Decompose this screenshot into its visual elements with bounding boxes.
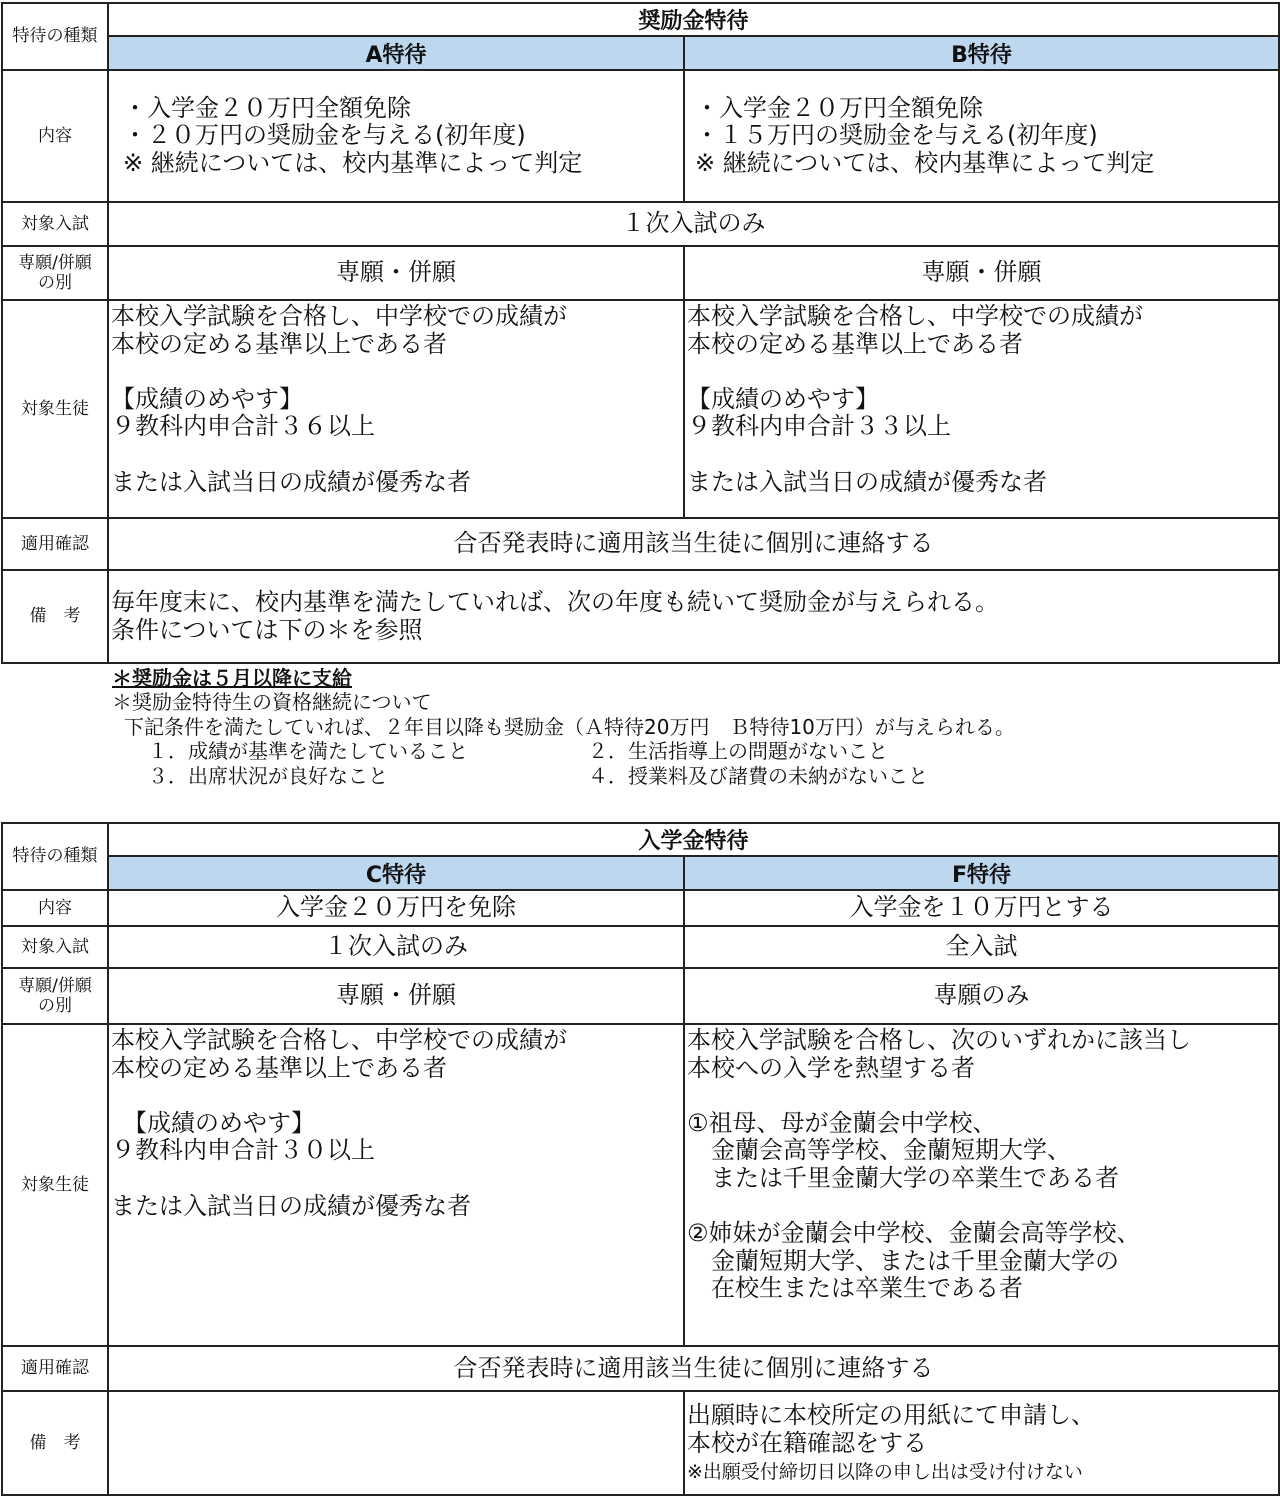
student-a: 本校入学試験を合格し、中学校での成績が 本校の定める基準以上である者 【成績のめやす】 ９教科内申合計３６以上 または入試当日の成績が優秀な者 xyxy=(108,300,684,518)
apply-label: 専願/併願 の別 xyxy=(2,968,108,1024)
apply-c: 専願・併願 xyxy=(108,968,684,1024)
condition-4: ４．授業料及び諸費の未納がないこと xyxy=(588,763,928,788)
content-f: 入学金を１０万円とする xyxy=(684,890,1279,926)
table-title: 入学金特待 xyxy=(108,823,1279,856)
note-payment: ＊奨励金は５月以降に支給 xyxy=(112,666,352,690)
note-continuation: ＊奨励金特待生の資格継続について xyxy=(112,690,432,715)
remark-f-note: ※出願受付締切日以降の申し出は受け付けない xyxy=(687,1461,1083,1484)
column-a-header: A特待 xyxy=(108,36,684,70)
apply-b: 専願・併願 xyxy=(684,246,1279,300)
confirm-value: 合否発表時に適用該当生徒に個別に連絡する xyxy=(108,518,1279,570)
remark-value: 毎年度末に、校内基準を満たしていれば、次の年度も続いて奨励金が与えられる。 条件については下の＊を参照 xyxy=(108,570,1279,663)
remark-c xyxy=(108,1391,684,1495)
type-label: 特待の種類 xyxy=(2,823,108,890)
condition-1: １．成績が基準を満たしていること xyxy=(148,739,468,764)
student-c: 本校入学試験を合格し、中学校での成績が 本校の定める基準以上である者 【成績のめやす】 ９教科内申合計３０以上 または入試当日の成績が優秀な者 xyxy=(108,1024,684,1346)
column-b-header: B特待 xyxy=(684,36,1279,70)
confirm-label: 適用確認 xyxy=(2,518,108,570)
confirm-value: 合否発表時に適用該当生徒に個別に連絡する xyxy=(108,1346,1279,1391)
exam-value: １次入試のみ xyxy=(108,202,1279,246)
student-label: 対象生徒 xyxy=(2,300,108,518)
remark-label: 備 考 xyxy=(2,1391,108,1495)
content-label: 内容 xyxy=(2,70,108,202)
content-label: 内容 xyxy=(2,890,108,926)
student-f: 本校入学試験を合格し、次のいずれかに該当し 本校への入学を熱望する者 ①祖母、母が金蘭会中学校、 金蘭会高等学校、金蘭短期大学、 または千里金蘭大学の卒業生である者 ②姉妹が金蘭会中学校、金蘭会高等学校、 金蘭短期大学、または千里金蘭大学の 在校生または卒業生である者 xyxy=(684,1024,1279,1346)
content-b: ・入学金２０万円全額免除 ・１５万円の奨励金を与える(初年度) ※ 継続については、校内基準によって判定 xyxy=(684,70,1279,202)
content-a: ・入学金２０万円全額免除 ・２０万円の奨励金を与える(初年度) ※ 継続については、校内基準によって判定 xyxy=(108,70,684,202)
exam-c: １次入試のみ xyxy=(108,926,684,968)
condition-list xyxy=(112,739,1272,788)
exam-f: 全入試 xyxy=(684,926,1279,968)
note-condition-intro: 下記条件を満たしていれば、２年目以降も奨励金（Ａ特待20万円 Ｂ特待10万円）が与えられる。 xyxy=(124,714,1015,739)
student-label: 対象生徒 xyxy=(2,1024,108,1346)
exam-label: 対象入試 xyxy=(2,202,108,246)
condition-3: ３．出席状況が良好なこと xyxy=(148,763,388,788)
column-c-header: C特待 xyxy=(108,856,684,890)
apply-label: 専願/併願 の別 xyxy=(2,246,108,300)
enrollment-fee-table xyxy=(1,822,1280,1496)
type-label: 特待の種類 xyxy=(2,3,108,70)
column-f-header: F特待 xyxy=(684,856,1279,890)
content-c: 入学金２０万円を免除 xyxy=(108,890,684,926)
remark-label: 備 考 xyxy=(2,570,108,663)
scholarship-notes xyxy=(112,666,1272,788)
apply-a: 専願・併願 xyxy=(108,246,684,300)
confirm-label: 適用確認 xyxy=(2,1346,108,1391)
student-b: 本校入学試験を合格し、中学校での成績が 本校の定める基準以上である者 【成績のめやす】 ９教科内申合計３３以上 または入試当日の成績が優秀な者 xyxy=(684,300,1279,518)
remark-f-main: 出願時に本校所定の用紙にて申請し、 本校が在籍確認をする xyxy=(687,1400,1095,1457)
scholarship-table xyxy=(1,2,1280,664)
remark-f xyxy=(684,1391,1279,1495)
table-title: 奨励金特待 xyxy=(108,3,1279,36)
exam-label: 対象入試 xyxy=(2,926,108,968)
apply-f: 専願のみ xyxy=(684,968,1279,1024)
condition-2: ２．生活指導上の問題がないこと xyxy=(588,739,888,764)
